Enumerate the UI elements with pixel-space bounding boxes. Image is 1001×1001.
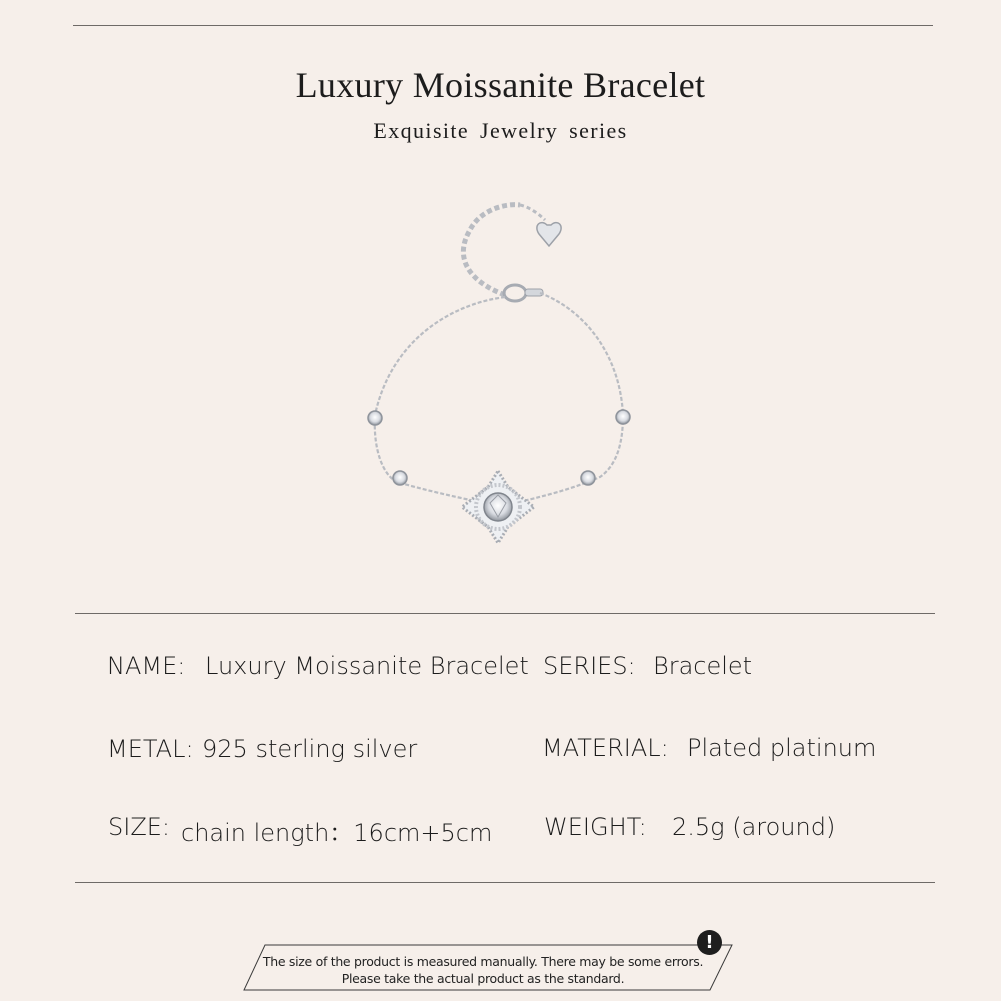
spec-series-label: SERIES:	[543, 652, 636, 680]
page-title: Luxury Moissanite Bracelet	[295, 65, 706, 105]
spec-material-label: MATERIAL:	[542, 734, 669, 762]
measurement-notice	[243, 932, 733, 991]
spec-weight-label: WEIGHT:	[544, 813, 647, 841]
spec-metal	[107, 735, 418, 763]
page-subtitle: Exquisite Jewelry series	[373, 118, 628, 143]
spec-name-value: Luxury Moissanite Bracelet	[205, 652, 529, 680]
spec-metal-label: METAL:	[107, 735, 194, 763]
spec-weight-value: 2.5g (around)	[672, 813, 836, 841]
spec-size-value: chain length：16cm+5cm	[181, 819, 493, 847]
spec-series	[543, 652, 753, 680]
spec-material	[542, 734, 877, 762]
bracelet-image	[355, 185, 645, 545]
spec-name	[107, 652, 529, 680]
spec-name-label: NAME:	[107, 652, 186, 680]
middle-divider	[75, 613, 935, 614]
spec-material-value: Plated platinum	[687, 734, 877, 762]
spec-size-label: SIZE:	[108, 813, 171, 841]
spec-series-value: Bracelet	[653, 652, 753, 680]
top-divider	[73, 25, 933, 26]
notice-line-1: The size of the product is measured manually. There may be some errors.	[262, 954, 704, 969]
spec-size	[108, 813, 493, 847]
notice-line-2: Please take the actual product as the standard.	[341, 971, 625, 986]
spec-weight	[544, 813, 836, 841]
exclamation-icon: !	[697, 930, 722, 955]
bottom-divider	[75, 882, 935, 883]
spec-metal-value: 925 sterling silver	[202, 735, 418, 763]
